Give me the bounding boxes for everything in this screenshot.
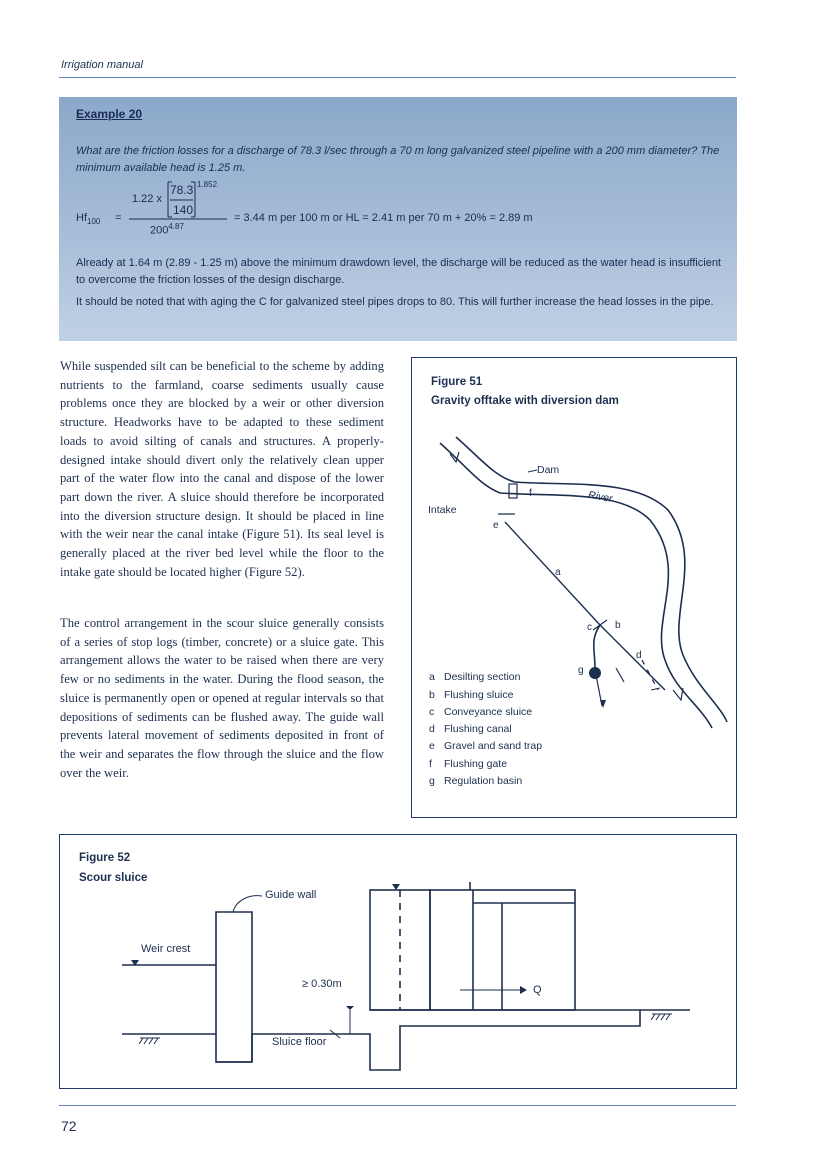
legend-item: b Flushing sluice xyxy=(429,689,514,701)
formula-exponent: 1.852 xyxy=(197,180,218,189)
example-box xyxy=(59,97,737,341)
page-number: 72 xyxy=(61,1118,77,1134)
legend-item: g Regulation basin xyxy=(429,775,523,787)
header-rule xyxy=(59,77,736,78)
friction-formula xyxy=(59,177,737,247)
figure-52-label: Figure 52 xyxy=(79,852,131,864)
example-paragraph-2: It should be noted that with aging the C for galvanized steel pipes drops to 80. This will further increase the head losses in the pipe. xyxy=(76,296,714,308)
figure-52-caption: Scour sluice xyxy=(79,872,148,884)
example-paragraph-1: Already at 1.64 m (2.89 - 1.25 m) above the minimum drawdown level, the discharge will be reduced as the water head is insufficient to overcome the friction losses of the design discharge. xyxy=(76,257,721,286)
example-question: What are the friction losses for a discharge of 78.3 l/sec through a 70 m long galvanized steel pipeline with a 200 mm diameter? The minimum available head is 1.25 m. xyxy=(76,145,720,174)
legend-item: f Flushing gate xyxy=(429,758,508,770)
marker-a: a xyxy=(555,567,561,578)
figure-52-box xyxy=(59,834,737,1089)
legend-item: d Flushing canal xyxy=(429,723,512,735)
clearance-label: ≥ 0.30m xyxy=(302,978,342,990)
formula-denom-base: $200^{4.87}$ xyxy=(150,222,184,237)
footer-rule xyxy=(59,1105,736,1106)
running-header: Irrigation manual xyxy=(61,59,143,71)
dam-label: Dam xyxy=(537,464,560,476)
formula-lhs: $Hf_{100}$ xyxy=(76,212,101,227)
example-title: Example 20 xyxy=(76,107,143,121)
figure-51-label: Figure 51 xyxy=(431,376,483,388)
legend-item: c Conveyance sluice xyxy=(429,706,533,718)
formula-denominator: 140 xyxy=(173,203,194,217)
figure-51-caption: Gravity offtake with diversion dam xyxy=(431,395,619,407)
formula-lines xyxy=(59,177,737,247)
body-paragraph-1: While suspended silt can be beneficial to the scheme by adding nutrients to the farmland, coarse sediments usually cause problems once they are blocked by a weir or other diversion structure. Headworks have to be adapted to these sediment loads to avoid silting of canals and structures. A properly-designed intake should divert only the relatively clean upper part of the water flow into the canal and dispose of the lower part down the river. A sluice should therefore be incorporated into the diversion structure design. It should be placed in line with the weir near the canal intake (Figure 51). Its seal level is generally placed at the river bed level while the floor to the intake gate should be located higher (Figure 52). xyxy=(60,359,384,579)
marker-b: b xyxy=(615,620,621,631)
legend-item: e Gravel and sand trap xyxy=(429,740,543,752)
marker-d: d xyxy=(636,650,642,661)
guide-wall-label: Guide wall xyxy=(265,889,317,901)
formula-result: = 3.44 m per 100 m or HL = 2.41 m per 70 m + 20% = 2.89 m xyxy=(234,212,533,224)
intake-label: Intake xyxy=(428,504,457,516)
formula-numerator: 78.3 xyxy=(170,183,194,197)
river-label: River xyxy=(587,488,614,506)
marker-g: g xyxy=(578,665,584,676)
marker-c: c xyxy=(587,622,592,633)
legend-item: a Desilting section xyxy=(429,671,521,683)
formula-coefficient: 1.22 x xyxy=(132,193,162,205)
sluice-floor-label: Sluice floor xyxy=(272,1036,327,1048)
marker-e: e xyxy=(493,520,499,531)
body-paragraph-2: The control arrangement in the scour sluice generally consists of a series of stop logs (timber, concrete) or a sluice gate. This arrangement allows the water to be raised when there are very few or no sediments in the water. During the flood season, the sluice is permanently open or opened at regular intervals so that depositions of sediments can be flushed away. The guide wall prevents lateral movement of sediments deposited in front of the weir and separates the flow through the sluice and the flow over the weir. xyxy=(60,616,384,780)
flow-label: Q xyxy=(533,984,542,996)
weir-crest-label: Weir crest xyxy=(141,943,191,955)
marker-f: f xyxy=(529,488,532,499)
formula-equals: = xyxy=(115,212,122,224)
